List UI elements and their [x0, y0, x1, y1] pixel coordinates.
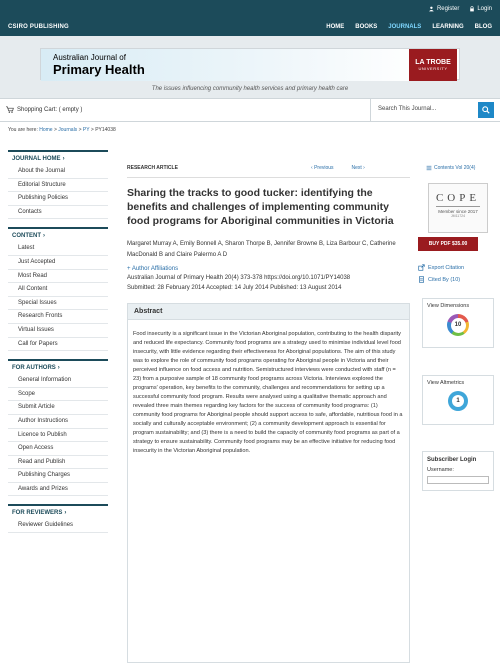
sidebar-heading-authors[interactable]: FOR AUTHORS › [8, 359, 108, 374]
register-link[interactable] [429, 6, 459, 12]
sidebar-item-awards[interactable]: Awards and Prizes [8, 483, 108, 497]
nav-home[interactable]: HOME [326, 24, 345, 30]
search-button[interactable] [478, 102, 494, 118]
sidebar-item-read-publish[interactable]: Read and Publish [8, 456, 108, 470]
chevron-right-icon: › [361, 165, 365, 171]
sidebar-item-instructions[interactable]: Author Instructions [8, 415, 108, 429]
lock-icon [469, 6, 475, 12]
sidebar-item-latest[interactable]: Latest [8, 242, 108, 256]
article-citation: Australian Journal of Primary Health 20(4) 373-378 https://doi.org/10.1071/PY14038 [127, 275, 351, 281]
chevron-right-icon: › [43, 233, 45, 240]
sidebar-item-general-info[interactable]: General Information [8, 374, 108, 388]
nav-learning[interactable]: LEARNING [432, 24, 464, 30]
altmetrics-label: View Altmetrics [427, 380, 465, 386]
banner-title-line1: Australian Journal of [53, 53, 126, 62]
sidebar-item-virtual-issues[interactable]: Virtual Issues [8, 324, 108, 338]
account-links [429, 6, 492, 12]
dimensions-panel[interactable] [422, 298, 494, 348]
latrobe-name: LA TROBE [415, 59, 451, 66]
sidebar-item-call-for-papers[interactable]: Call for Papers [8, 338, 108, 352]
abstract-panel [127, 303, 410, 663]
sidebar-heading-content[interactable]: CONTENT › [8, 227, 108, 242]
nav-journals[interactable]: JOURNALS [388, 24, 422, 30]
login-link[interactable] [469, 6, 492, 12]
previous-link[interactable]: ‹ Previous [311, 165, 334, 171]
shopping-cart-link[interactable] [6, 106, 82, 113]
authors-group [8, 359, 108, 496]
reviewers-group [8, 504, 108, 533]
search-input[interactable]: Search This Journal... [378, 106, 437, 112]
banner-tagline: The issues influencing community health services and primary health care [151, 86, 349, 92]
divider [127, 177, 410, 178]
dimensions-badge-icon [447, 314, 469, 336]
banner-image[interactable] [40, 48, 460, 80]
export-icon [418, 264, 425, 271]
cart-label: Shopping Cart: ( empty ) [17, 106, 83, 113]
article-title: Sharing the tracks to good tucker: identifying the benefits and challenges of implementing community food programs for Aboriginal communities in Victoria [127, 187, 394, 227]
left-sidebar [8, 150, 108, 541]
list-icon [426, 165, 432, 171]
abstract-text: Food insecurity is a significant issue in the Victorian Aboriginal population, contributing to the health disparity and reduced life expectancy. Community food programs are a strategy used to minimise individual level food insecurity, with little evidence regarding their effectiveness for Aboriginal populations. The aim of this study was to explore the role of community food programs operating for Aboriginal people in Victoria and their perceived influence on food access and nutrition. Semistructured interviews were conducted with staff (n = 23) from a purposive sample of 18 community food programs across Victoria. Interviews explored the programs' operation, key benefits to the community, challenges and recommendations for setting up a successful community food program. Results were analysed using a qualitative thematic approach and revealed three main themes regarding key factors for the success of community food programs: (1) community food programs for Aboriginal people should support access to safe, affordable, nutritious food in a socially and culturally acceptable environment; (2) a community development approach is essential for program sustainability; and (3) there is a need to build the capacity of community food programs as part of a strategy to ensure sustainability. Community food programs may be an effective initiative for reducing food insecurity in the Victorian Aboriginal population. [133, 331, 403, 454]
sidebar-item-licence[interactable]: Licence to Publish [8, 429, 108, 443]
breadcrumb-prefix: You are here: [8, 127, 38, 133]
content-group [8, 227, 108, 351]
abstract-heading: Abstract [128, 304, 409, 320]
sidebar-item-most-read[interactable]: Most Read [8, 270, 108, 284]
breadcrumb-current: PY14038 [95, 127, 116, 133]
dimensions-count: 10 [451, 318, 466, 333]
user-plus-icon [429, 6, 435, 12]
dimensions-label: View Dimensions [427, 303, 470, 309]
sidebar-item-scope[interactable]: Scope [8, 388, 108, 402]
altmetric-donut-icon [448, 391, 468, 411]
breadcrumb-journals[interactable]: Journals [58, 127, 78, 133]
chevron-right-icon: › [64, 510, 67, 517]
sidebar-item-editorial[interactable]: Editorial Structure [8, 179, 108, 193]
sidebar-item-special-issues[interactable]: Special Issues [8, 297, 108, 311]
sidebar-item-submit[interactable]: Submit Article [8, 401, 108, 415]
document-icon [418, 276, 425, 283]
chevron-right-icon: › [62, 156, 65, 162]
chevron-left-icon: ‹ [311, 165, 315, 171]
cope-member-text: Member since 2017 [438, 209, 478, 214]
buy-pdf-button[interactable]: BUY PDF $35.00 [418, 237, 478, 251]
cart-icon [6, 106, 14, 113]
nav-books[interactable]: BOOKS [355, 24, 378, 30]
altmetric-score: 1 [452, 395, 464, 407]
sidebar-item-reviewer-guidelines[interactable]: Reviewer Guidelines [8, 519, 108, 533]
cope-member-id: JM11724 [450, 214, 466, 218]
cart-search-bar [0, 98, 500, 122]
latrobe-sub: UNIVERSITY [418, 66, 448, 71]
export-citation-link[interactable] [418, 264, 464, 271]
top-header-bar [0, 0, 500, 36]
sidebar-heading-journal-home[interactable]: JOURNAL HOME › [8, 150, 108, 165]
cope-divider [436, 206, 480, 207]
article-dates: Submitted: 28 February 2014 Accepted: 14 July 2014 Published: 13 August 2014 [127, 285, 342, 291]
contents-issue-link[interactable] [426, 165, 475, 171]
breadcrumb: You are here: Home > Journals > PY > PY14038 [8, 127, 116, 133]
username-label: Username: [427, 467, 454, 473]
cope-wordmark: COPE [435, 192, 481, 204]
article-pagination [311, 165, 365, 171]
username-input[interactable] [427, 476, 489, 484]
breadcrumb-py[interactable]: PY [82, 127, 90, 133]
sidebar-heading-reviewers[interactable]: FOR REVIEWERS › [8, 504, 108, 519]
cart-divider [370, 99, 371, 121]
sidebar-item-about[interactable]: About the Journal [8, 165, 108, 179]
latrobe-logo [409, 49, 457, 81]
next-link[interactable]: Next › [351, 165, 365, 171]
subscriber-login-panel [422, 451, 494, 491]
cited-by-label: Cited By (10) [428, 276, 461, 283]
nav-blog[interactable]: BLOG [474, 24, 492, 30]
breadcrumb-home[interactable]: Home [39, 127, 53, 133]
sidebar-item-open-access[interactable]: Open Access [8, 442, 108, 456]
journal-banner [0, 36, 500, 98]
main-nav [326, 24, 492, 30]
sidebar-item-just-accepted[interactable]: Just Accepted [8, 256, 108, 270]
author-affiliations-toggle[interactable]: + Author Affiliations [127, 266, 179, 272]
publisher-brand[interactable]: CSIRO PUBLISHING [8, 24, 69, 30]
sidebar-item-contacts[interactable]: Contacts [8, 206, 108, 220]
login-label: Login [477, 6, 492, 12]
cited-by-link[interactable] [418, 276, 460, 283]
subscriber-login-heading: Subscriber Login [427, 457, 477, 463]
search-icon [482, 106, 490, 114]
contents-label: Contents Vol 20(4) [434, 165, 476, 171]
sidebar-item-charges[interactable]: Publishing Charges [8, 469, 108, 483]
chevron-right-icon: › [57, 365, 60, 372]
register-label: Register [436, 6, 460, 12]
article-authors: Margaret Murray A, Emily Bonnell A, Sharon Thorpe B, Jennifer Browne B, Liza Barbour C, Catherine MacDonald B and Claire Palermo A D [127, 241, 396, 258]
cope-badge[interactable] [428, 183, 488, 233]
banner-title-line2: Primary Health [53, 62, 145, 77]
altmetrics-panel[interactable] [422, 375, 494, 425]
sidebar-item-all-content[interactable]: All Content [8, 283, 108, 297]
article-type: RESEARCH ARTICLE [127, 165, 178, 171]
journal-home-group [8, 150, 108, 219]
sidebar-item-research-fronts[interactable]: Research Fronts [8, 310, 108, 324]
sidebar-item-policies[interactable]: Publishing Policies [8, 192, 108, 206]
export-citation-label: Export Citation [428, 264, 465, 271]
